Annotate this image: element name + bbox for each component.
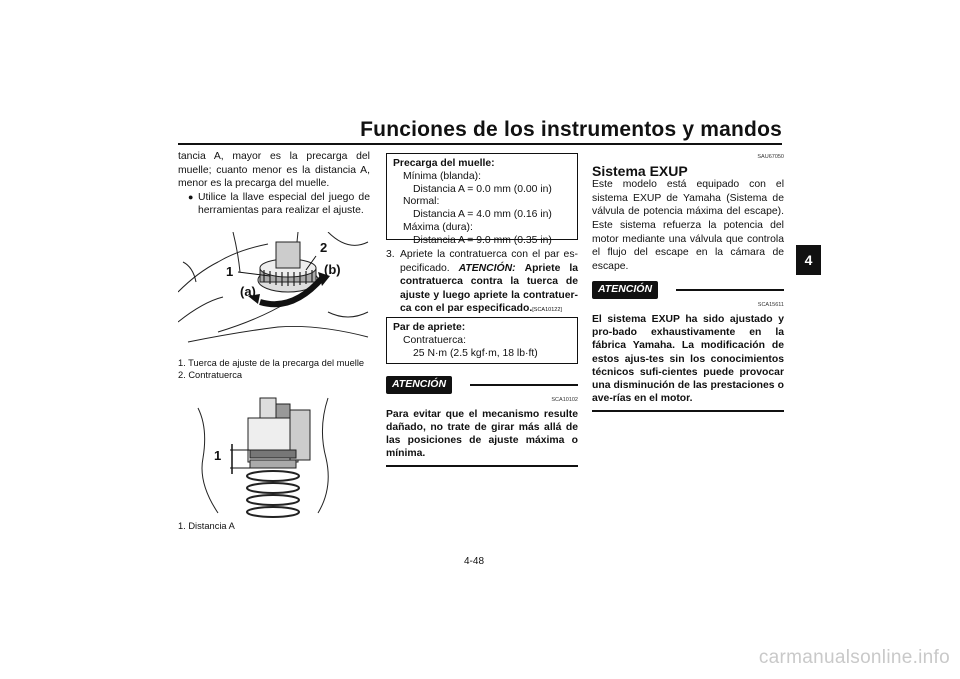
page-title: Funciones de los instrumentos y mandos <box>360 118 782 141</box>
chapter-tab: 4 <box>796 245 821 275</box>
spec-line: Distancia A = 4.0 mm (0.16 in) <box>413 209 552 221</box>
callout-b: (b) <box>324 262 341 277</box>
callout-2: 2 <box>320 240 328 255</box>
section-text: Este modelo está equipado con el sistema EXUP de Yamaha (Sistema de válvula de potencia máxima del escape). Este sistema refuerza la potencia del motor mediante una válvula que controla el flujo del escape en la cámara de escape. <box>592 179 784 272</box>
spec-line: Normal: <box>403 196 440 208</box>
spec-box-torque <box>386 317 578 364</box>
spec-line: 25 N·m (2.5 kgf·m, 18 lb·ft) <box>413 347 538 359</box>
caption-line: 1. Tuerca de ajuste de la precarga del muelle <box>178 358 365 368</box>
spec-line: Distancia A = 9.0 mm (0.35 in) <box>413 234 552 246</box>
atencion-badge: ATENCIÓN <box>386 376 452 394</box>
spec-title: Par de apriete: <box>393 322 466 333</box>
header-rule <box>178 143 782 145</box>
atencion-code: SCA10102 <box>551 397 578 403</box>
step-code: [SCA10122] <box>532 307 562 314</box>
left-column <box>178 150 370 218</box>
atencion-badge: ATENCIÓN <box>592 281 658 299</box>
right-column <box>592 151 784 412</box>
bullet-dot-icon: ● <box>188 191 194 202</box>
callout-a: (a) <box>240 284 256 299</box>
caption-line: 2. Contratuerca <box>178 370 243 380</box>
atencion-rule <box>676 289 784 291</box>
spec-line: Distancia A = 0.0 mm (0.00 in) <box>413 183 552 195</box>
section-code: SAU67050 <box>757 154 784 160</box>
figure-distance-a <box>178 388 370 518</box>
atencion-text: El sistema EXUP ha sido ajustado y pro-bado exhaustivamente en la fábrica Yamaha. La modificación de estos ajus-tes sin los conocimientos técnicos sufi-cientes puede provocar una disminución de las prestaciones o ave-rías en el motor. <box>592 313 784 405</box>
caption-line: 1. Distancia A <box>178 521 235 531</box>
figure2-caption <box>178 520 378 532</box>
atencion-code: SCA15611 <box>757 302 784 309</box>
callout-1: 1 <box>214 448 222 463</box>
figure-preload-adjuster <box>178 232 370 354</box>
section-title: Sistema EXUP <box>592 162 688 179</box>
spec-line: Mínima (blanda): <box>403 170 481 182</box>
atencion-end-rule <box>386 465 578 467</box>
atencion-end-rule <box>592 410 784 412</box>
spec-line: Máxima (dura): <box>403 221 473 233</box>
watermark: carmanualsonline.info <box>758 647 950 668</box>
step-warn-text: Apriete la contratuerca contra la tuerca de ajuste y luego apriete la contratuer-ca con el par especificado. <box>400 262 579 315</box>
left-paragraph: tancia A, mayor es la precarga del muelle; cuanto menor es la distancia A, menor es la precarga del muelle. <box>178 151 370 190</box>
atencion-rule <box>470 384 578 386</box>
spec-box-preload <box>386 153 578 246</box>
shock-absorber-spring-illustration <box>178 388 370 518</box>
spec-title: Precarga del muelle: <box>393 158 495 169</box>
atencion-text: Para evitar que el mecanismo resulte dañado, no trate de girar más allá de las posiciones de ajuste máxima o mínima. <box>386 408 578 460</box>
shock-absorber-top-illustration <box>178 232 370 354</box>
step-text: Apriete la contratuerca con el par es-pecificado. <box>400 249 578 274</box>
atencion-middle <box>386 372 578 467</box>
callout-1: 1 <box>226 264 234 279</box>
bullet-item <box>188 191 370 218</box>
figure1-caption <box>178 357 378 381</box>
step-number: 3. <box>386 249 395 260</box>
step-3 <box>386 248 578 318</box>
page-number: 4-48 <box>464 556 485 567</box>
bullet-text: Utilice la llave especial del juego de herramientas para realizar el ajuste. <box>198 191 370 217</box>
spec-line: Contratuerca: <box>403 334 466 346</box>
step-warn-label: ATENCIÓN: <box>458 262 516 274</box>
